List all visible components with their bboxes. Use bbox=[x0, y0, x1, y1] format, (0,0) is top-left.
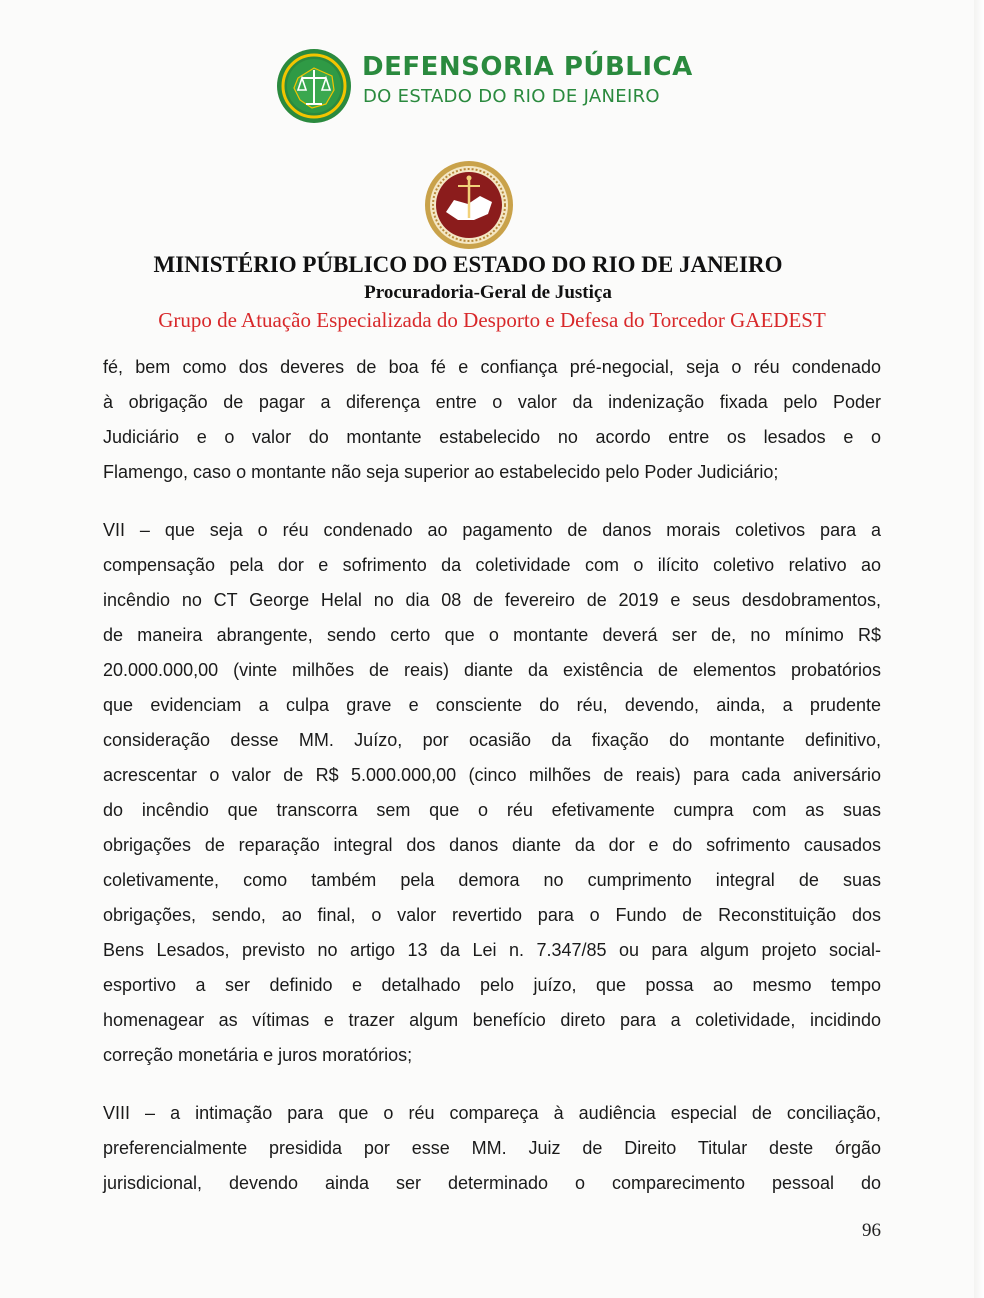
paragraph-line: homenagear as vítimas e trazer algum benefício direto para a coletividade, incidindo bbox=[103, 1010, 881, 1030]
mp-subtitle: Procuradoria-Geral de Justiça bbox=[364, 282, 612, 303]
paragraph-line: fé, bem como dos deveres de boa fé e confiança pré-negocial, seja o réu condenado bbox=[103, 357, 881, 377]
paragraph-line: de maneira abrangente, sendo certo que o montante deverá ser de, no mínimo R$ bbox=[103, 625, 881, 645]
paragraph-line: jurisdicional, devendo ainda ser determinado o comparecimento pessoal do bbox=[103, 1173, 881, 1193]
page-edge bbox=[974, 0, 984, 1298]
paragraph-line: VII – que seja o réu condenado ao pagamento de danos morais coletivos para a bbox=[103, 520, 881, 540]
mp-group-name: Grupo de Atuação Especializada do Desporto e Defesa do Torcedor GAEDEST bbox=[158, 308, 826, 332]
paragraph-line: Flamengo, caso o montante não seja superior ao estabelecido pelo Poder Judiciário; bbox=[103, 462, 779, 482]
paragraph-line: esportivo a ser definido e detalhado pelo juízo, que possa ao mesmo tempo bbox=[103, 975, 881, 995]
defensoria-subtitle: DO ESTADO DO RIO DE JANEIRO bbox=[363, 86, 660, 107]
ministerio-publico-seal-icon bbox=[424, 160, 514, 250]
paragraph-1 bbox=[103, 350, 881, 490]
paragraph-line: obrigações de reparação integral dos danos diante da dor e do sofrimento causados bbox=[103, 835, 881, 855]
paragraph-line: preferencialmente presidida por esse MM. Juiz de Direito Titular deste órgão bbox=[103, 1138, 881, 1158]
paragraph-line: obrigações, sendo, ao final, o valor revertido para o Fundo de Reconstituição dos bbox=[103, 905, 881, 925]
paragraph-2 bbox=[103, 513, 881, 1073]
defensoria-title: DEFENSORIA PÚBLICA bbox=[362, 52, 693, 82]
paragraph-line: acrescentar o valor de R$ 5.000.000,00 (cinco milhões de reais) para cada aniversário bbox=[103, 765, 881, 785]
page-number: 96 bbox=[862, 1220, 881, 1241]
defensoria-header bbox=[276, 46, 716, 126]
paragraph-line: compensação pela dor e sofrimento da coletividade com o ilícito coletivo relativo ao bbox=[103, 555, 881, 575]
mp-title: MINISTÉRIO PÚBLICO DO ESTADO DO RIO DE JANEIRO bbox=[153, 252, 783, 277]
paragraph-line: Judiciário e o valor do montante estabelecido no acordo entre os lesados e o bbox=[103, 427, 881, 447]
paragraph-line: correção monetária e juros moratórios; bbox=[103, 1045, 413, 1065]
paragraph-3 bbox=[103, 1096, 881, 1201]
paragraph-line: Bens Lesados, previsto no artigo 13 da Lei n. 7.347/85 ou para algum projeto social- bbox=[103, 940, 881, 960]
paragraph-line: à obrigação de pagar a diferença entre o valor da indenização fixada pelo Poder bbox=[103, 392, 881, 412]
paragraph-line: coletivamente, como também pela demora no cumprimento integral de suas bbox=[103, 870, 881, 890]
paragraph-line: que evidenciam a culpa grave e consciente do réu, devendo, ainda, a prudente bbox=[103, 695, 881, 715]
paragraph-line: consideração desse MM. Juízo, por ocasião da fixação do montante definitivo, bbox=[103, 730, 881, 750]
defensoria-logo-icon bbox=[276, 48, 352, 124]
paragraph-line: do incêndio que transcorra sem que o réu efetivamente cumpra com as suas bbox=[103, 800, 881, 820]
paragraph-line: VIII – a intimação para que o réu compareça à audiência especial de conciliação, bbox=[103, 1103, 881, 1123]
paragraph-line: 20.000.000,00 (vinte milhões de reais) diante da existência de elementos probatórios bbox=[103, 660, 881, 680]
paragraph-line: incêndio no CT George Helal no dia 08 de fevereiro de 2019 e seus desdobramentos, bbox=[103, 590, 881, 610]
